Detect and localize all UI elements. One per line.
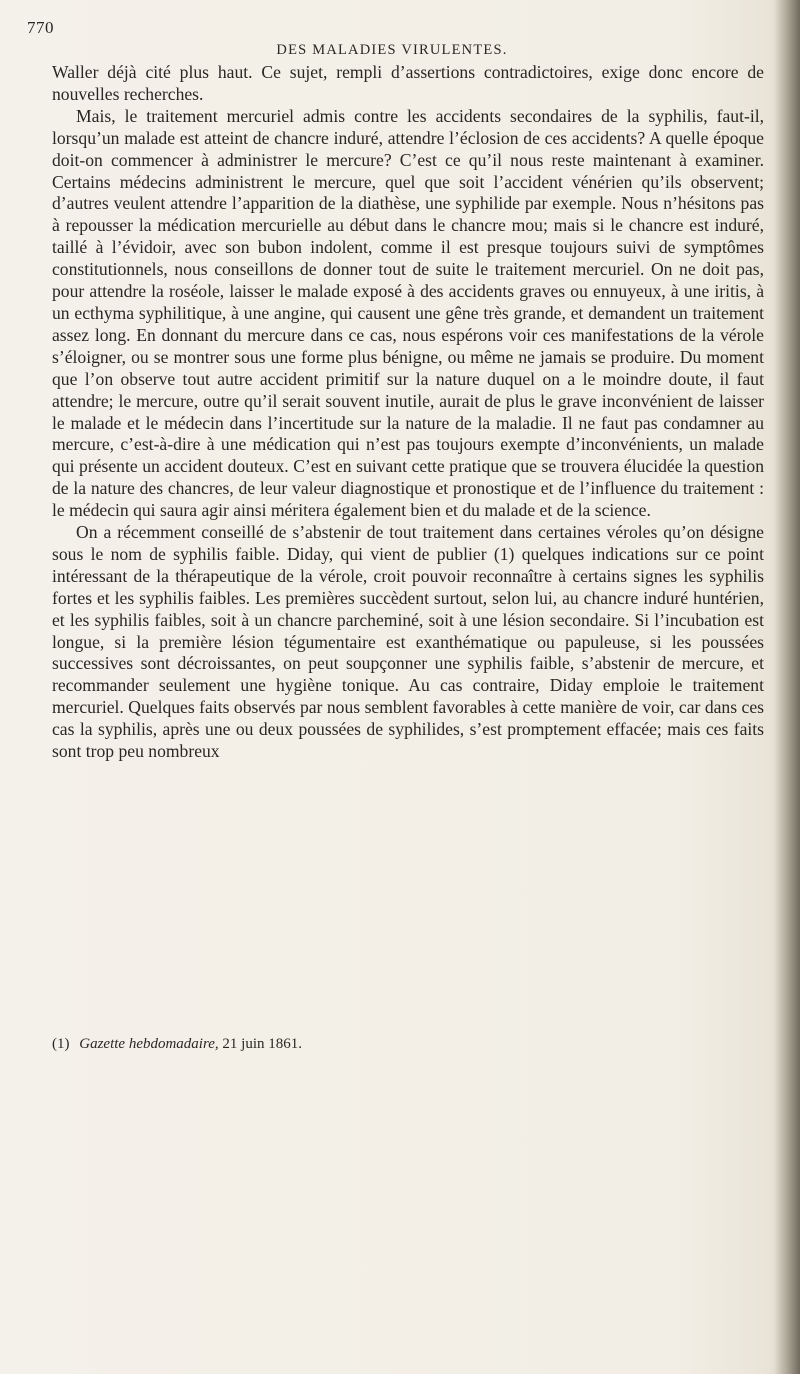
page-header	[27, 18, 757, 58]
footnote	[52, 1036, 764, 1053]
paragraph-1: Waller déjà cité plus haut. Ce sujet, rempli d’assertions contradictoires, exige donc encore de nouvelles recherches.	[52, 62, 764, 104]
paragraph-2: Mais, le traitement mercuriel admis contre les accidents secondaires de la syphilis, faut-il, lorsqu’un malade est atteint de chancre induré, attendre l’éclosion de ces accidents? A quelle époque doit-on commencer à administrer le mercure? C’est ce qu’il nous reste maintenant à examiner. Certains médecins administrent le mercure, quel que soit l’accident vénérien qu’ils observent; d’autres veulent attendre l’apparition de la diathèse, une syphilide par exemple. Nous n’hésitons pas à repousser la médication mercurielle au début dans le chancre mou; mais si le chancre est induré, taillé à l’évidoir, avec son bubon indolent, comme il est presque toujours suivi de symptômes constitutionnels, nous conseillons de donner tout de suite le traitement mercuriel. On ne doit pas, pour attendre la roséole, laisser le malade exposé à des accidents graves ou ennuyeux, à une iritis, à un ecthyma syphilitique, à une angine, qui causent une gêne très grande, et demandent un traitement assez long. En donnant du mercure dans ce cas, nous espérons voir ces manifestations de la vérole s’éloigner, ou se montrer sous une forme plus bénigne, ou même ne jamais se produire. Du moment que l’on observe tout autre accident primitif sur la nature duquel on a le moindre doute, il faut attendre; le mercure, outre qu’il serait souvent inutile, aurait de plus le grave inconvénient de laisser le malade et le médecin dans l’incertitude sur la nature de la maladie. Il ne faut pas condamner au mercure, c’est-à-dire à une médication qui n’est pas toujours exempte d’inconvénients, un malade qui présente un accident douteux. C’est en suivant cette pratique que se trouvera élucidée la question de la nature des chancres, de leur valeur diagnostique et pronostique et de l’influence du traitement : le médecin qui saura agir ainsi méritera également bien et du malade et de la science.	[52, 105, 764, 521]
footnote-source: Gazette hebdomadaire,	[79, 1036, 219, 1052]
paragraph-3: On a récemment conseillé de s’abstenir de tout traitement dans certaines véroles qu’on désigne sous le nom de syphilis faible. Diday, qui vient de publier (1) quelques indications sur ce point intéressant de la thérapeutique de la vérole, croit pouvoir reconnaître à certains signes les syphilis fortes et les syphilis faibles. Les premières succèdent surtout, selon lui, au chancre induré huntérien, et les syphilis faibles, soit à un chancre parcheminé, soit à une lésion secondaire. Si l’incubation est longue, si la première lésion tégumentaire est exanthématique ou papuleuse, si les poussées successives sont décroissantes, on peut soupçonner une syphilis faible, s’abstenir de mercure, et recommander seulement une hygiène tonique. Au cas contraire, Diday emploie le traitement mercuriel. Quelques faits observés par nous semblent favorables à cette manière de voir, car dans ces cas la syphilis, après une ou deux poussées de syphilides, s’est promptement effacée; mais ces faits sont trop peu nombreux	[52, 522, 764, 762]
page-binding-shadow	[774, 0, 800, 1374]
footnote-marker: (1)	[52, 1036, 70, 1052]
footnote-date: 21 juin 1861.	[222, 1036, 303, 1052]
running-title: DES MALADIES VIRULENTES.	[276, 42, 508, 58]
body-text	[52, 62, 764, 763]
page-number: 770	[27, 18, 54, 37]
